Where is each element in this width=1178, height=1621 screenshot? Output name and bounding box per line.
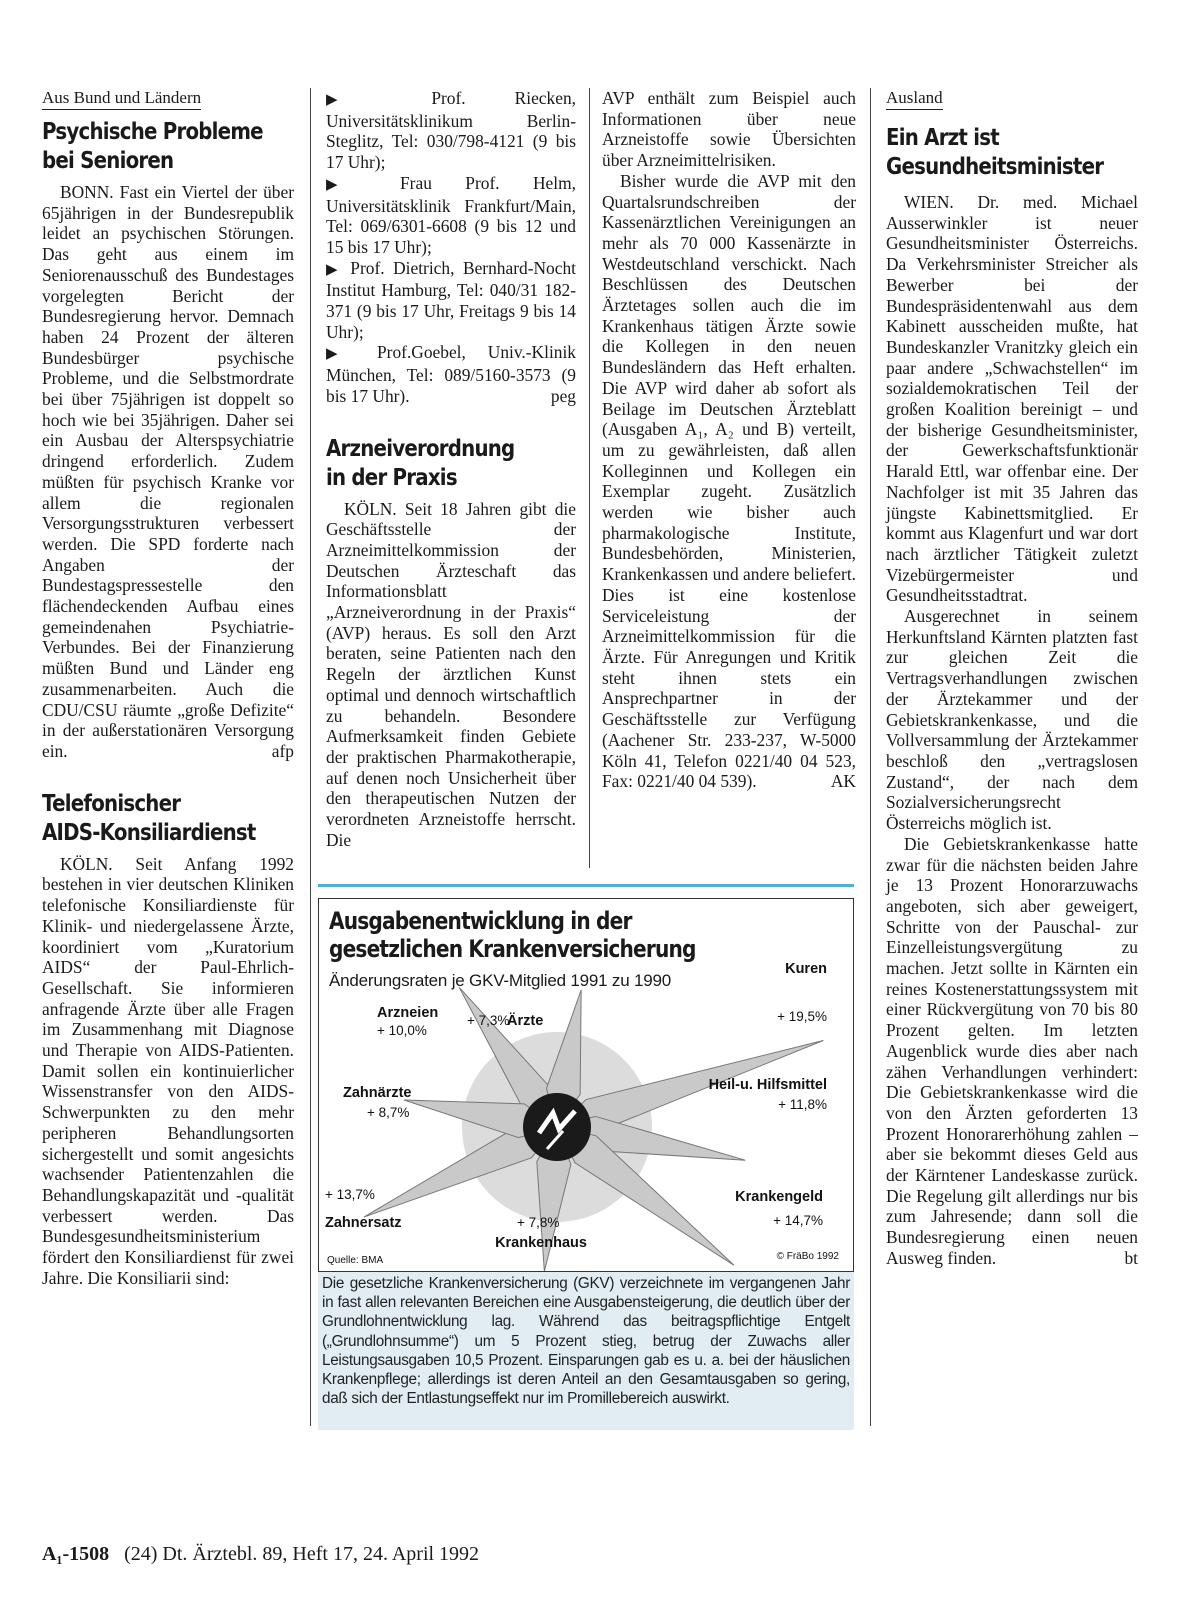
value-label: + 19,5% — [777, 1009, 827, 1024]
arrow-icon: ▶ — [326, 261, 342, 278]
column-2 — [326, 88, 576, 851]
author-signature: bt — [1124, 1247, 1138, 1268]
category-label: Heil-u. Hilfsmittel — [708, 1077, 827, 1093]
chart-caption: Die gesetzliche Krankenversicherung (GKV) verzeichnete im vergangenen Jahr in fast allen relevanten Bereichen eine Ausgabensteigerung, die deutlich über der Grundlohnentwicklung lag. Während das beitragspflichtige Entgelt („Grundlohnsumme“) um 5 Prozent stieg, betrug der Zuwachs aller Leistungsausgaben 10,5 Prozent. Einsparungen gab es u. a. bei der häuslichen Krankenpflege; allerdings ist deren Anteil an den Gesamtausgaben so gering, daß sich der Entlastungseffekt nur im Promillebereich auswirkt. — [318, 1272, 854, 1430]
article-body: Bisher wurde die AVP mit den Quartalsrundschreiben der Kassenärztlichen Vereinigungen an mehr als 70 000 Kassenärzte in Westdeutschland verschickt. Nach Beschlüssen des Deutschen Ärztetages sollen auch die im Krankenhaus tätigen Ärzte sowie die Kollegen in den neuen Bundesländern das Heft erhalten. Die AVP wird daher ab sofort als Beilage im Deutschen Ärzteblatt (Ausgaben A₁, A₂ und B) verteilt, um zu gewährleisten, daß allen Kolleginnen und Kollegen ein Exemplar zugeht. Zusätzlich werden wie bisher auch pharmakologische Institute, Bundesbehörden, Ministerien, Krankenkassen und andere beliefert. Dies ist eine kostenlose Serviceleistung der Arzneimittelkommission für die Ärzte. Für Anregungen und Kritik steht ihnen stets ein Ansprechpartner in der Geschäftsstelle zur Verfügung (Aachener Str. 233-237, W-5000 Köln 41, Telefon 0221/40 04 523, Fax: 0221/40 04 539). AK — [602, 170, 856, 792]
column-rule — [589, 88, 590, 868]
chart-accent-rule — [318, 884, 854, 887]
column-1 — [42, 88, 294, 1288]
category-label: Kuren — [785, 961, 827, 977]
category-label: Ärzte — [507, 1013, 544, 1029]
chart-star-plot — [319, 899, 853, 1271]
value-label: + 8,7% — [367, 1105, 410, 1120]
column-rule — [310, 88, 311, 1426]
chart-title: Ausgabenentwicklung in der gesetzlichen Krankenversicherung — [329, 907, 696, 963]
chart — [318, 898, 854, 1272]
article-title: Psychische Probleme bei Senioren — [42, 119, 263, 174]
value-label: + 7,8% — [517, 1215, 560, 1230]
value-label: + 7,3% — [467, 1013, 510, 1028]
article-title: Ein Arzt ist Gesundheitsminister — [886, 125, 1104, 180]
chart-credit: © FräBo 1992 — [776, 1251, 839, 1262]
author-signature: AK — [830, 771, 856, 792]
category-label: Zahnersatz — [325, 1215, 402, 1231]
value-label: + 13,7% — [325, 1187, 375, 1202]
arrow-icon: ▶ — [326, 346, 356, 363]
author-signature: peg — [550, 385, 576, 406]
article-body: KÖLN. Seit 18 Jahren gibt die Geschäftsstelle der Arzneimittelkommission der Deutschen Ärzteschaft das Informationsblatt „Arzneiverordnung in der Praxis“ (AVP) heraus. Es soll den Arzt beraten, seine Patienten nach den Regeln der ärztlichen Kunst optimal und dennoch wirtschaftlich zu behandeln. Besondere Aufmerksamkeit finden Gebiete der praktischen Pharmakotherapie, auf denen noch Unsicherheit über den therapeutischen Nutzen der verordneten Arzneistoffe herrscht. Die — [326, 498, 576, 850]
chart-source: Quelle: BMA — [327, 1255, 384, 1266]
contact-list — [326, 88, 576, 407]
value-label: + 14,7% — [773, 1213, 823, 1228]
article-title: Arzneiverordnung in der Praxis — [326, 435, 515, 491]
category-label: Arzneien — [377, 1005, 439, 1021]
article-body: Ausgerechnet in seinem Herkunftsland Kärnten platzten fast zur gleichen Zeit die Vertragsverhandlungen zwischen der Ärztekammer und der Gebietskrankenkasse, und die Vollversammlung der Ärztekammer beschloß den „vertragslosen Zustand“, der nach dem Sozialversicherungsrecht Österreichs möglich ist. — [886, 606, 1138, 834]
chart-subtitle: Änderungsraten je GKV-Mitglied 1991 zu 1990 — [329, 971, 672, 990]
category-label: Zahnärzte — [343, 1085, 412, 1101]
list-item: ▶ Prof.Goebel, Univ.-Klinik München, Tel: 089/5160-3573 (9 bis 17 Uhr). peg — [326, 342, 576, 406]
column-3 — [602, 88, 856, 792]
article-body: Die Gebietskrankenkasse hatte zwar für die nächsten beiden Jahre je 13 Prozent Honorarzuwachs angeboten, sich aber geweigert, Schritte von der Pauschal- zur Einzelleistungsvergütung zu machen. Jetzt sollte in Kärnten ein reines Kostenerstattungssystem mit einer Rückvergütung von 70 bis 80 Prozent gelten. Im letzten Augenblick wurde dies aber nach zähen Verhandlungen verhindert: Die Gebietskrankenkasse wird die von den Ärzten geforderten 13 Prozent Honorarerhöhung zahlen – aber sie bekommt dieses Geld aus der Kärntener Landeskasse zurück. Die Regelung gilt allerdings nur bis zum Jahresende; dann soll die Bundesregierung einen neuen Ausweg finden. bt — [886, 833, 1138, 1268]
article-body: WIEN. Dr. med. Michael Ausserwinkler ist neuer Gesundheitsminister Österreichs. Da Verkehrsminister Streicher als Bewerber bei der Bundespräsidentenwahl aus dem Kabinett ausscheiden mußte, hat Bundeskanzler Vranitzky gleich ein paar andere „Schwachstellen“ im sozialdemokratischen Teil der großen Koalition bereinigt – und der bisherige Gesundheitsminister, der Gewerkschaftsfunktionär Harald Ettl, war offenbar eine. Der Nachfolger ist mit 35 Jahren das jüngste Kabinettsmitglied. Er kommt aus Klagenfurt und war dort nach ärztlicher Tätigkeit zuletzt Vizebürgermeister und Gesundheitsstadtrat. — [886, 192, 1138, 606]
value-label: + 10,0% — [377, 1023, 427, 1038]
value-label: + 11,8% — [778, 1097, 827, 1112]
category-label: Krankengeld — [735, 1189, 823, 1205]
page-footer — [42, 1543, 479, 1566]
author-signature: afp — [271, 740, 294, 761]
list-item: ▶ Prof. Dietrich, Bernhard-Nocht Institut Hamburg, Tel: 040/31 182-371 (9 bis 17 Uhr, Freitags 9 bis 14 Uhr); — [326, 257, 576, 342]
article-body: KÖLN. Seit Anfang 1992 bestehen in vier deutschen Kliniken telefonische Konsiliardienste für Klinik- und niedergelassene Ärzte, koordiniert vom „Kuratorium AIDS“ der Paul-Ehrlich-Gesellschaft. Sie informieren anfragende Ärzte über alle Fragen im Zusammenhang mit Diagnose und Therapie von AIDS-Patienten. Damit sollen ein kontinuierlicher Wissenstransfer von den AIDS-Schwerpunkten zu den mehr peripheren Behandlungsorten sichergestellt und somit angesichts wachsender Patientenzahlen die Behandlungskapazität und -qualität verbessert werden. Das Bundesgesundheitsministerium fördert den Konsiliardienst für zwei Jahre. Die Konsiliarii sind: — [42, 853, 294, 1288]
article-body: AVP enthält zum Beispiel auch Informationen über neue Arzneistoffe sowie Übersichten über Arzneimittelrisiken. — [602, 88, 856, 171]
section-rubric: Aus Bund und Ländern — [42, 88, 201, 110]
article-body: BONN. Fast ein Viertel der über 65jährigen in der Bundesrepublik leidet an psychischen Störungen. Das geht aus einem im Seniorenausschuß des Bundestages vorgelegten Bericht der Bundesregierung hervor. Demnach haben 24 Prozent der älteren Bundesbürger psychische Probleme, und die Selbstmordrate bei über 75jährigen ist doppelt so hoch wie bei 35jährigen. Daher sei ein Ausbau der Alterspsychiatrie dringend erforderlich. Zudem müßten für psychisch Kranke vor allem die regionalen Versorgungsstrukturen verbessert werden. Die SPD forderte nach Angaben der Bundestagspressestelle den flächendeckenden Aufbau eines gemeindenahen Psychiatrie-Verbundes. Bei der Finanzierung müßten Bund und Länder eng zusammenarbeiten. Auch die CDU/CSU räumte „große Defizite“ in der außerstationären Versorgung ein. afp — [42, 182, 294, 761]
issue-info: (24) Dt. Ärztebl. 89, Heft 17, 24. April 1992 — [124, 1543, 480, 1565]
article-title: Telefonischer AIDS-Konsiliardienst — [42, 790, 256, 846]
column-rule — [870, 88, 871, 1426]
section-rubric: Ausland — [886, 88, 943, 110]
arrow-icon: ▶ — [326, 176, 367, 193]
column-4 — [886, 88, 1138, 1269]
page-number: A₁-1508 — [42, 1543, 110, 1565]
list-item: ▶ Frau Prof. Helm, Universitätsklinik Frankfurt/Main, Tel: 069/6301-6608 (9 bis 12 und 15 bis 17 Uhr); — [326, 172, 576, 257]
arrow-icon: ▶ — [326, 92, 383, 108]
category-label: Krankenhaus — [495, 1235, 587, 1251]
list-item: ▶ Prof. Riecken, Universitätsklinikum Berlin-Steglitz, Tel: 030/798-4121 (9 bis 17 Uhr); — [326, 88, 576, 173]
